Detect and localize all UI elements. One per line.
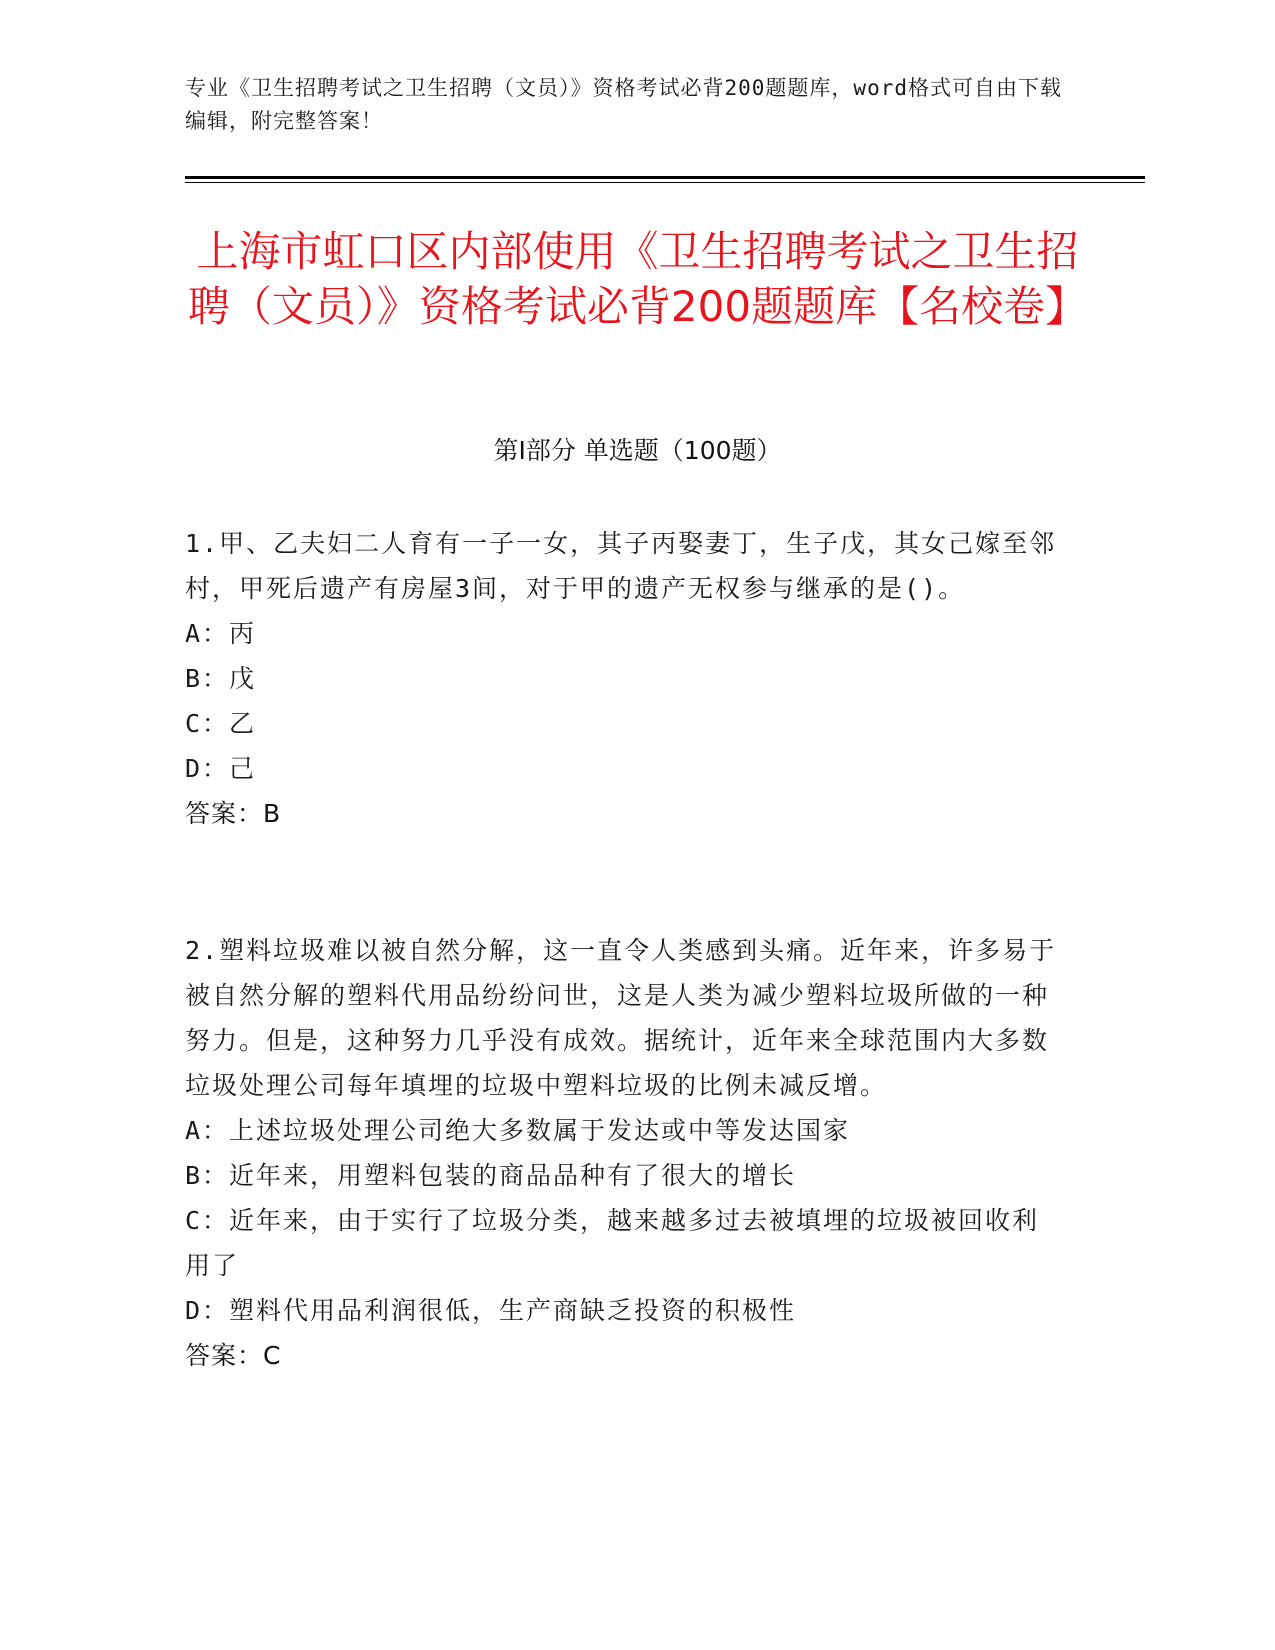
option-a: A：丙 bbox=[185, 619, 257, 648]
option-a: A：上述垃圾处理公司绝大多数属于发达或中等发达国家 bbox=[185, 1116, 851, 1145]
header-rule-thick bbox=[185, 176, 1145, 179]
answer: 答案：C bbox=[185, 1341, 282, 1370]
option-c: C：近年来，由于实行了垃圾分类，越来越多过去被填埋的垃圾被回收利用了 bbox=[185, 1206, 1040, 1280]
option-b: B：戊 bbox=[185, 664, 257, 693]
answer: 答案：B bbox=[185, 799, 282, 828]
question-1 bbox=[185, 521, 1065, 836]
header-rule-thin bbox=[185, 182, 1145, 183]
section-title: 第I部分 单选题（100题） bbox=[493, 436, 782, 465]
document-title: 上海市虹口区内部使用《卫生招聘考试之卫生招聘（文员）》资格考试必背200题题库【名校卷】 bbox=[187, 227, 1088, 331]
option-c: C：乙 bbox=[185, 709, 257, 738]
option-b: B：近年来，用塑料包装的商品品种有了很大的增长 bbox=[185, 1161, 797, 1190]
option-d: D：己 bbox=[185, 754, 257, 783]
question-stem: 2.塑料垃圾难以被自然分解，这一直令人类感到头痛。近年来，许多易于被自然分解的塑料代用品纷纷问世，这是人类为减少塑料垃圾所做的一种努力。但是，这种努力几乎没有成效。据统计，近年来全球范围内大多数垃圾处理公司每年填埋的垃圾中塑料垃圾的比例未减反增。 bbox=[185, 936, 1057, 1100]
question-stem: 1.甲、乙夫妇二人育有一子一女，其子丙娶妻丁，生子戊，其女己嫁至邻村，甲死后遗产有房屋3间，对于甲的遗产无权参与继承的是()。 bbox=[185, 529, 1057, 603]
question-2 bbox=[185, 928, 1065, 1378]
header-note: 专业《卫生招聘考试之卫生招聘（文员）》资格考试必背200题题库，word格式可自由下载编辑，附完整答案！ bbox=[185, 76, 1062, 133]
option-d: D：塑料代用品利润很低，生产商缺乏投资的积极性 bbox=[185, 1296, 797, 1325]
